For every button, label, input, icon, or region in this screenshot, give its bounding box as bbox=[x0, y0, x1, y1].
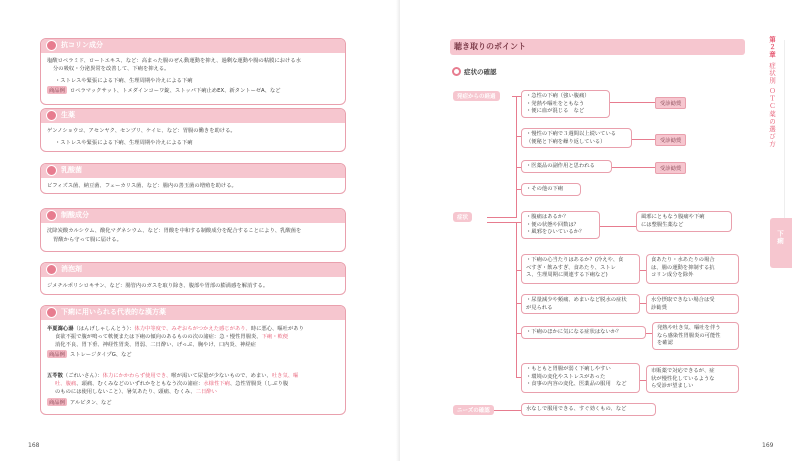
box-line: ・もともと胃腸が弱く下痢しやすい bbox=[526, 366, 611, 372]
box-line: ・環境の変化やストレスがあった bbox=[526, 373, 606, 380]
kampo-name: 半夏瀉心湯 bbox=[47, 326, 74, 332]
symptom-note-4 bbox=[652, 322, 739, 350]
kampo-entry bbox=[47, 325, 304, 333]
card-body: ビフィズス菌、納豆菌、フェーカリス菌、など：腸内の善玉菌の増殖を助ける。 bbox=[47, 183, 237, 189]
card-body: 塩酸ロペラミド、ロートエキス、など：高まった腸のぜん動運動を抑え、過剰な運動や腸の粘膜における水 bbox=[47, 58, 301, 64]
right-page bbox=[400, 0, 800, 461]
herb-icon bbox=[46, 307, 57, 318]
chapter-title: 症状別 ＯＴＣ薬の選び方 bbox=[768, 62, 776, 148]
product-line bbox=[47, 86, 281, 94]
kampo-entry bbox=[47, 372, 298, 380]
card-body: 分の吸収・分泌異常を改善して、下痢を抑える。 bbox=[53, 66, 170, 72]
kampo-text: 時に悪心、嘔吐があり bbox=[250, 326, 304, 332]
kampo-reading: （はんげしゃしんとう）： bbox=[73, 326, 135, 332]
kampo-entry bbox=[55, 333, 288, 341]
side-tab[interactable] bbox=[770, 218, 792, 268]
card-herbal bbox=[40, 108, 346, 152]
chapter-divider bbox=[784, 40, 785, 240]
box-line: ・便の状態や回数は？ bbox=[526, 221, 579, 228]
box-line: ・その他の下痢 bbox=[526, 186, 564, 192]
box-line: なら感染性胃腸炎の可能性 bbox=[657, 332, 721, 339]
connector bbox=[516, 222, 517, 377]
product-names: ストレージタイプG、など bbox=[69, 352, 132, 358]
kampo-entry bbox=[55, 388, 217, 396]
card-header bbox=[41, 306, 345, 320]
kampo-text: のものには使用しないこと）、暑気あたり、頭痛、むくみ、 bbox=[55, 389, 196, 395]
connector bbox=[612, 167, 655, 168]
needs-box bbox=[521, 403, 656, 416]
box-line: ・食事の内容の変化、医薬品の服用 など bbox=[526, 381, 627, 387]
card-title: 生薬 bbox=[61, 111, 75, 119]
card-body: 胃酸から守って腸に届ける。 bbox=[53, 237, 122, 243]
consult-badge: 受診勧奨 bbox=[655, 97, 686, 109]
box-line: ・便に血が混じる など bbox=[526, 108, 585, 114]
kampo-entry bbox=[55, 380, 288, 388]
product-line bbox=[47, 350, 132, 358]
page-number: 169 bbox=[762, 442, 774, 449]
product-names: ロペラマックサット、トメダインコーワ錠、ストッパ下痢止めEX、新タントーゼA、など bbox=[69, 88, 281, 94]
section-title: 聴き取りのポイント bbox=[454, 42, 526, 51]
box-line: 風邪にともなう腹痛や下痢 bbox=[641, 214, 705, 220]
box-line: ・風邪をひいているか？ bbox=[526, 229, 585, 235]
label-needs: ニーズの確認 bbox=[453, 405, 494, 415]
box-line: を確認 bbox=[657, 340, 673, 346]
onset-box-side-effect bbox=[521, 160, 612, 173]
symptom-box-1 bbox=[521, 211, 600, 239]
card-title: 下痢に用いられる代表的な漢方薬 bbox=[61, 308, 166, 316]
kampo-text: 、頭痛、むくみなどのいずれかをともなう次の諸症： bbox=[76, 381, 204, 387]
kampo-text: 喉が渇いて尿量が少ないもので、めまい、 bbox=[171, 373, 272, 379]
card-header bbox=[41, 39, 345, 53]
kampo-reading: （ごれいさん）： bbox=[62, 373, 103, 379]
box-line: （便秘と下痢を繰り返している） bbox=[526, 138, 606, 145]
product-label: 商品例 bbox=[49, 400, 65, 406]
box-line: ・尿量減少や頻痛、めまいなど脱水の症状 bbox=[526, 297, 627, 303]
page-number: 168 bbox=[28, 442, 40, 449]
box-line: 水なしで服用できる、すぐ効くもの、など bbox=[526, 406, 627, 412]
onset-box-chronic bbox=[521, 128, 632, 148]
product-label: 商品例 bbox=[49, 88, 65, 94]
symptom-box-3 bbox=[521, 294, 640, 314]
product-label: 商品例 bbox=[49, 352, 65, 358]
card-body: ジメチルポリシロキサン、など：腸管内のガスを取り除き、腹部や胃部の膨満感を解消する。 bbox=[47, 283, 269, 289]
checkmark-icon bbox=[452, 67, 461, 76]
card-header bbox=[41, 263, 345, 277]
card-title: 消泡剤 bbox=[61, 265, 82, 273]
card-body: 沈降炭酸カルシウム、酸化マグネシウム、など：胃酸を中和する制酸成分を配合することにより、乳酸菌を bbox=[47, 228, 302, 234]
connector bbox=[516, 189, 517, 217]
kampo-highlight: 水様性下痢 bbox=[203, 381, 230, 387]
card-bullet: ・ストレスや緊張による下痢、生理周期や冷えによる下痢 bbox=[55, 78, 193, 84]
kampo-name: 五苓散 bbox=[47, 373, 63, 379]
card-header bbox=[41, 109, 345, 123]
card-defoamer bbox=[40, 262, 346, 295]
card-body: ゲンノショウコ、アセンヤク、センブリ、ケイヒ、など：胃腸の働きを助ける。 bbox=[47, 128, 236, 134]
kampo-highlight: 吐き気、嘔 bbox=[271, 373, 299, 379]
box-line: ら受診が望ましい bbox=[651, 383, 694, 389]
box-line: ス、生理周期に関連する下痢など) bbox=[526, 272, 608, 278]
box-line: は、腸の運動を抑制する抗 bbox=[651, 264, 715, 271]
subsection-title: 症状の確認 bbox=[464, 68, 497, 76]
box-line: 状が慢性化しているような bbox=[651, 375, 715, 382]
chapter-label: 第２章 bbox=[768, 36, 776, 59]
card-antacid bbox=[40, 208, 346, 252]
box-line: が見られる bbox=[526, 304, 553, 311]
box-line: ・下痢のほかに気になる症状はないか？ bbox=[526, 329, 622, 335]
consult-badge: 受診勧奨 bbox=[655, 134, 686, 146]
bacteria-icon bbox=[46, 165, 57, 176]
kampo-text: 、急性胃腸炎（しぶり腹 bbox=[229, 381, 289, 387]
product-names: アルピタン、など bbox=[69, 400, 112, 406]
kampo-highlight: 腹痛 bbox=[65, 381, 77, 387]
card-title: 抗コリン成分 bbox=[61, 41, 103, 49]
symptom-note-3 bbox=[646, 294, 739, 314]
symptom-box-2 bbox=[521, 254, 640, 284]
consult-badge: 受診勧奨 bbox=[655, 162, 686, 174]
symptom-note-2 bbox=[646, 254, 739, 284]
card-title: 乳酸菌 bbox=[61, 166, 82, 174]
box-line: 市販薬で対応できるが、症 bbox=[651, 368, 715, 374]
box-line: ・下痢の心当たりはあるか？(冷えや、食 bbox=[526, 257, 624, 263]
card-header bbox=[41, 209, 345, 223]
pill-icon bbox=[46, 210, 57, 221]
symptom-note-1 bbox=[636, 211, 732, 232]
card-title: 制酸成分 bbox=[61, 211, 89, 219]
leaf-icon bbox=[46, 110, 57, 121]
connector bbox=[600, 226, 636, 227]
symptom-box-4 bbox=[521, 326, 646, 339]
onset-box-other bbox=[521, 183, 581, 196]
card-bullet: ・ストレスや緊張による下痢、生理周期や冷えによる下痢 bbox=[55, 140, 193, 146]
card-kampo bbox=[40, 305, 346, 415]
symptom-note-5 bbox=[646, 365, 739, 393]
kampo-highlight: 吐、 bbox=[55, 381, 66, 387]
connector bbox=[610, 102, 655, 103]
box-line: ・発熱や嘔吐をともなう bbox=[526, 100, 585, 107]
box-line: ・腹痛はあるか？ bbox=[526, 214, 569, 220]
box-line: 水分摂取できない場合は受 bbox=[651, 297, 715, 303]
card-header bbox=[41, 164, 345, 178]
label-symptom: 症状 bbox=[453, 212, 472, 222]
onset-box-acute bbox=[521, 90, 610, 118]
box-line: には整腸生薬など bbox=[641, 221, 684, 228]
box-line: 発熱や吐き気、嘔吐を伴う bbox=[657, 325, 721, 331]
product-line bbox=[47, 398, 112, 406]
box-line: ・慢性の下痢で３週間以上続いている bbox=[526, 131, 617, 137]
box-line: ・医薬品の副作用と思われる bbox=[526, 163, 595, 169]
box-line: コリン成分を除外 bbox=[651, 272, 694, 278]
kampo-highlight: 下痢・軟便 bbox=[261, 334, 289, 340]
symptom-box-5 bbox=[521, 363, 640, 393]
kampo-highlight: 二日酔い bbox=[195, 389, 217, 395]
connector bbox=[632, 139, 655, 140]
kampo-text: 消化不良、胃下垂、神経性胃炎、胃弱、二日酔い、げっぷ、胸やけ、口内炎、神経症 bbox=[55, 342, 256, 348]
kampo-highlight: 体力にかかわらず使用でき、 bbox=[102, 373, 172, 379]
connector bbox=[516, 96, 517, 189]
card-lactic bbox=[40, 163, 346, 194]
box-line: べすぎ・飲みすぎ、食あたり、ストレ bbox=[526, 264, 616, 271]
box-line: 食あたり・水あたりの場合 bbox=[651, 257, 715, 263]
kampo-text: 食欲不振で腹が鳴って軟便または下痢の傾向のあるものの次の諸症：急・慢性胃腸炎、 bbox=[55, 334, 262, 340]
side-tab-label: 下痢 bbox=[776, 230, 784, 245]
bubble-icon bbox=[46, 264, 57, 275]
label-onset: 発症からの経過 bbox=[453, 91, 500, 101]
box-line: ・急性の下痢（強い腹痛） bbox=[526, 93, 590, 99]
section-header bbox=[450, 39, 745, 55]
box-line: 診勧奨 bbox=[651, 304, 667, 311]
card-anticholinergic bbox=[40, 38, 346, 105]
pill-icon bbox=[46, 40, 57, 51]
kampo-highlight: 体力中等度で、みぞおちがつかえた感じがあり、 bbox=[134, 326, 251, 332]
connector bbox=[487, 217, 517, 218]
